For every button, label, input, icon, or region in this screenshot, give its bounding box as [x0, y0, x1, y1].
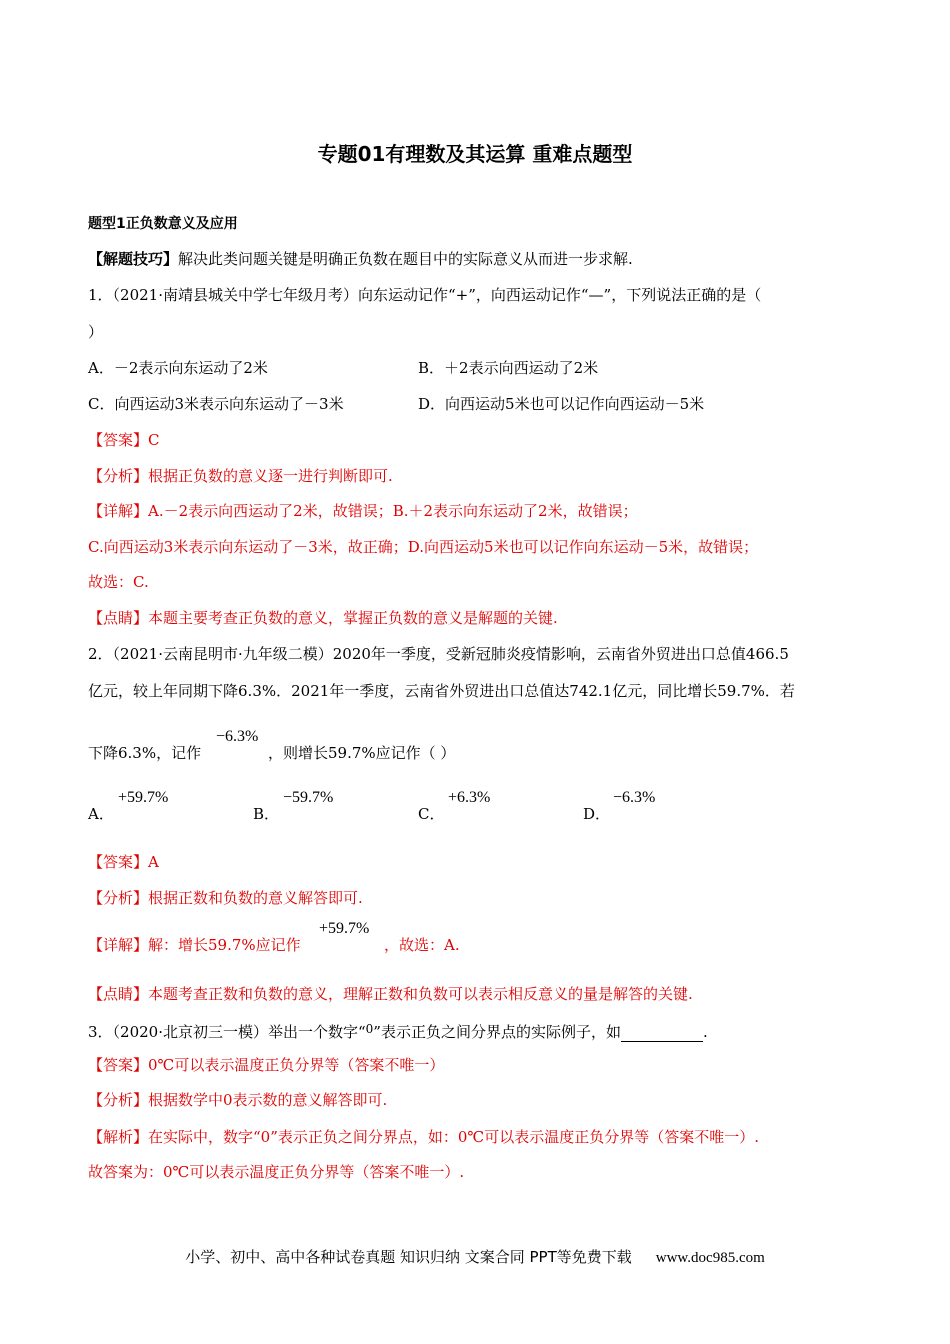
q3-stem	[88, 1019, 708, 1042]
q1-detail-3: 故选：C.	[88, 573, 149, 591]
q1-option-d: D．向西运动5米也可以记作向西运动－5米	[418, 395, 705, 413]
section-heading: 题型1正负数意义及应用	[88, 216, 238, 232]
q2-stem-math: −6.3%	[216, 728, 259, 745]
q2-stem-3b: ，则增长59.7%应记作（ ）	[268, 744, 456, 762]
q1-detail-2: C.向西运动3米表示向东运动了－3米，故正确；D.向西运动5米也可以记作向东运动－5米，故错误；	[88, 538, 759, 556]
q1-comment: 【点睛】本题主要考查正负数的意义，掌握正负数的意义是解题的关键.	[88, 609, 558, 627]
q1-option-b: B．＋2表示向西运动了2米	[418, 359, 599, 377]
q3-stem-end: .	[702, 1023, 708, 1041]
q1-stem-end: ）	[88, 323, 104, 341]
q2-stem-2: 亿元，较上年同期下降6.3%．2021年一季度，云南省外贸进出口总值达742.1亿元，同比增长59.7%．若	[88, 682, 795, 700]
page-title: 专题01有理数及其运算 重难点题型	[317, 142, 633, 166]
tip-label: 【解题技巧】	[88, 250, 179, 268]
q3-solution-2: 故答案为：0℃可以表示温度正负分界等（答案不唯一）.	[88, 1163, 465, 1181]
q1-answer: 【答案】C	[88, 431, 160, 449]
q2-detail-b: ，故选：A.	[384, 936, 460, 954]
q2-option-d-label: D．	[583, 805, 611, 823]
q3-answer: 【答案】0℃可以表示温度正负分界等（答案不唯一）	[88, 1056, 445, 1074]
footer-text: 小学、初中、高中各种试卷真题 知识归纳 文案合同 PPT等免费下载	[185, 1248, 632, 1266]
page-footer	[0, 1246, 950, 1267]
q2-option-c-label: C．	[418, 805, 445, 823]
q3-answer-blank[interactable]	[621, 1025, 703, 1042]
q2-analysis: 【分析】根据正数和负数的意义解答即可.	[88, 889, 363, 907]
q1-option-c: C．向西运动3米表示向东运动了－3米	[88, 395, 344, 413]
q2-answer: 【答案】A	[88, 853, 159, 871]
q1-option-a: A．－2表示向东运动了2米	[88, 359, 268, 377]
q2-option-b-math: −59.7%	[283, 789, 334, 806]
q3-stem-math: 0	[365, 1022, 374, 1036]
q2-option-c-math: +6.3%	[448, 789, 491, 806]
q1-analysis: 【分析】根据正负数的意义逐一进行判断即可.	[88, 467, 393, 485]
q2-comment: 【点睛】本题考查正数和负数的意义，理解正数和负数可以表示相反意义的量是解答的关键.	[88, 985, 693, 1003]
q2-option-a-label: A．	[88, 805, 114, 823]
q2-option-d-math: −6.3%	[613, 789, 656, 806]
q2-stem-3a: 下降6.3%，记作	[88, 744, 202, 762]
footer-site-link[interactable]: www.doc985.com	[655, 1250, 765, 1266]
q3-analysis: 【分析】根据数学中0表示数的意义解答即可.	[88, 1091, 388, 1109]
q2-stem-1: 2．（2021·云南昆明市·九年级二模）2020年一季度，受新冠肺炎疫情影响，云南省外贸进出口总值466.5	[88, 645, 789, 663]
q1-stem: 1．（2021·南靖县城关中学七年级月考）向东运动记作“+”，向西运动记作“—”，下列说法正确的是（	[88, 286, 762, 304]
q2-option-b-label: B．	[253, 805, 280, 823]
q2-detail-a: 【详解】解：增长59.7%应记作	[88, 936, 301, 954]
q3-solution-1: 【解析】在实际中，数字“0”表示正负之间分界点，如：0℃可以表示温度正负分界等（答案不唯一）.	[88, 1128, 759, 1146]
q3-stem-a: 3．（2020·北京初三一模）举出一个数字“	[88, 1023, 366, 1041]
tip-line	[88, 249, 633, 269]
q2-option-a-math: +59.7%	[118, 789, 169, 806]
q2-detail-math: +59.7%	[319, 920, 370, 937]
q3-stem-b: ”表示正负之间分界点的实际例子，如	[373, 1023, 621, 1041]
q1-detail-1: 【详解】A.－2表示向西运动了2米，故错误；B.＋2表示向东运动了2米，故错误；	[88, 502, 638, 520]
tip-text: 解决此类问题关键是明确正负数在题目中的实际意义从而进一步求解.	[178, 250, 633, 268]
